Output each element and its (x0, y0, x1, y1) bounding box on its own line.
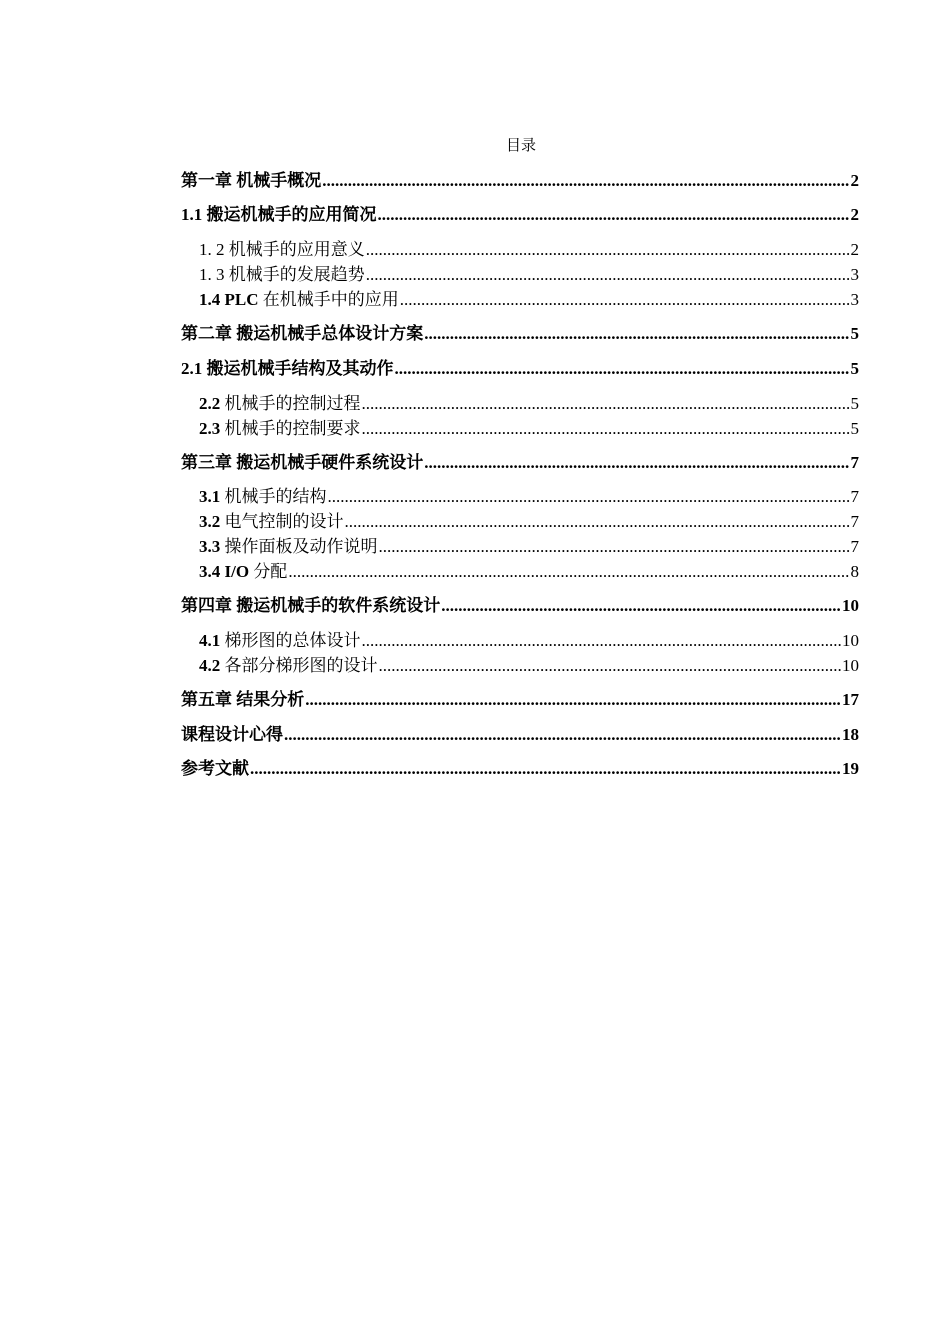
toc-entry-label (199, 630, 361, 652)
toc-entry-label (199, 486, 327, 508)
toc-entry-course-reflection[interactable] (181, 724, 859, 746)
toc-entry-text: 梯形图的总体设计 (220, 631, 361, 650)
toc-entry-label (199, 655, 378, 677)
toc-entry-references[interactable] (181, 758, 859, 780)
toc-entry-text: 电气控制的设计 (220, 512, 344, 531)
toc-page-number: 5 (850, 394, 859, 413)
toc-entry-text: 各部分梯形图的设计 (220, 656, 378, 675)
toc-leader-dots (400, 289, 850, 311)
toc-leader-dots (378, 204, 850, 226)
toc-entry-number: 3.2 (199, 512, 221, 531)
toc-entry-1-1[interactable] (181, 204, 859, 226)
toc-leader-dots (379, 655, 842, 677)
toc-entry-label: 1. 2 机械手的应用意义 (199, 240, 365, 259)
toc-page-number: 17 (842, 690, 859, 709)
toc-leader-dots (305, 689, 841, 711)
toc-leader-dots (366, 239, 850, 261)
toc-entry-label: 第三章 搬运机械手硬件系统设计 (181, 453, 424, 472)
toc-page-number: 10 (842, 656, 859, 675)
toc-entry-4-2[interactable] (199, 655, 859, 677)
toc-page-number: 5 (850, 419, 859, 438)
toc-page-number: 8 (850, 562, 859, 581)
toc-entry-3-4[interactable] (199, 561, 859, 583)
toc-entry-number: 2.3 (199, 419, 221, 438)
toc-leader-dots (362, 630, 842, 652)
toc-entry-text: 机械手的结构 (220, 487, 327, 506)
toc-leader-dots (379, 536, 850, 558)
toc-entry-number: 3.4 I/O (199, 562, 250, 581)
toc-entry-number: 4.1 (199, 631, 221, 650)
toc-entry-2-2[interactable] (199, 393, 859, 415)
toc-entry-3-2[interactable] (199, 511, 859, 533)
toc-page-number: 7 (850, 453, 859, 472)
toc-leader-dots (288, 561, 849, 583)
toc-page-number: 19 (842, 759, 859, 778)
toc-entry-1-4[interactable] (199, 289, 859, 311)
toc-entry-label (199, 289, 399, 311)
toc-leader-dots (366, 264, 850, 286)
toc-leader-dots (345, 511, 850, 533)
toc-page-number: 10 (842, 631, 859, 650)
toc-page-number: 3 (850, 290, 859, 309)
toc-entry-chapter-3[interactable] (181, 452, 859, 474)
toc-page-number: 10 (842, 596, 859, 615)
toc-page-number: 3 (850, 265, 859, 284)
toc-entry-label: 课程设计心得 (181, 725, 283, 744)
toc-page-number: 5 (850, 359, 859, 378)
toc-leader-dots (322, 170, 849, 192)
toc-entry-text: 机械手的控制过程 (220, 394, 361, 413)
toc-leader-dots (424, 323, 849, 345)
toc-entry-label: 第二章 搬运机械手总体设计方案 (181, 324, 424, 343)
toc-page-number: 7 (850, 487, 859, 506)
toc-page-number: 2 (850, 171, 859, 190)
toc-entry-label: 1.1 搬运机械手的应用简况 (181, 205, 377, 224)
toc-entry-label (199, 511, 344, 533)
toc-leader-dots (284, 724, 841, 746)
toc-entry-label (199, 561, 287, 583)
toc-entry-chapter-1[interactable] (181, 170, 859, 192)
toc-entry-number: 4.2 (199, 656, 221, 675)
toc-leader-dots (362, 393, 850, 415)
toc-entry-text: 操作面板及动作说明 (220, 537, 378, 556)
toc-entry-number: 2.2 (199, 394, 221, 413)
toc-entry-2-3[interactable] (199, 418, 859, 440)
toc-entry-label (199, 536, 378, 558)
toc-leader-dots (328, 486, 850, 508)
toc-page-number: 5 (850, 324, 859, 343)
toc-entry-text: 机械手的控制要求 (220, 419, 361, 438)
toc-entry-label: 第一章 机械手概况 (181, 171, 322, 190)
toc-entry-1-2[interactable] (199, 239, 859, 261)
toc-page-number: 2 (850, 205, 859, 224)
toc-entry-number: 3.3 (199, 537, 221, 556)
toc-entry-3-1[interactable] (199, 486, 859, 508)
toc-page-number: 7 (850, 512, 859, 531)
toc-entry-number: 1.4 PLC (199, 290, 259, 309)
toc-leader-dots (424, 452, 849, 474)
toc-entry-label (199, 393, 361, 415)
toc-entry-label: 参考文献 (181, 759, 249, 778)
toc-entry-chapter-4[interactable] (181, 595, 859, 617)
toc-entry-label: 第四章 搬运机械手的软件系统设计 (181, 596, 441, 615)
toc-page-number: 2 (850, 240, 859, 259)
toc-entry-label: 第五章 结果分析 (181, 690, 305, 709)
toc-page-number: 18 (842, 725, 859, 744)
toc-leader-dots (441, 595, 841, 617)
toc-entry-label: 1. 3 机械手的发展趋势 (199, 265, 365, 284)
toc-entry-text: 在机械手中的应用 (258, 290, 399, 309)
toc-page-number: 7 (850, 537, 859, 556)
toc-leader-dots (395, 358, 850, 380)
toc-leader-dots (362, 418, 850, 440)
toc-entry-4-1[interactable] (199, 630, 859, 652)
toc-entry-label: 2.1 搬运机械手结构及其动作 (181, 359, 394, 378)
toc-leader-dots (250, 758, 841, 780)
toc-entry-label (199, 418, 361, 440)
toc-title: 目录 (505, 138, 536, 154)
toc-entry-number: 3.1 (199, 487, 221, 506)
toc-entry-chapter-5[interactable] (181, 689, 859, 711)
toc-entry-text: 分配 (249, 562, 288, 581)
toc-entry-3-3[interactable] (199, 536, 859, 558)
toc-entry-1-3[interactable] (199, 264, 859, 286)
toc-entry-chapter-2[interactable] (181, 323, 859, 345)
toc-entry-2-1[interactable] (181, 358, 859, 380)
